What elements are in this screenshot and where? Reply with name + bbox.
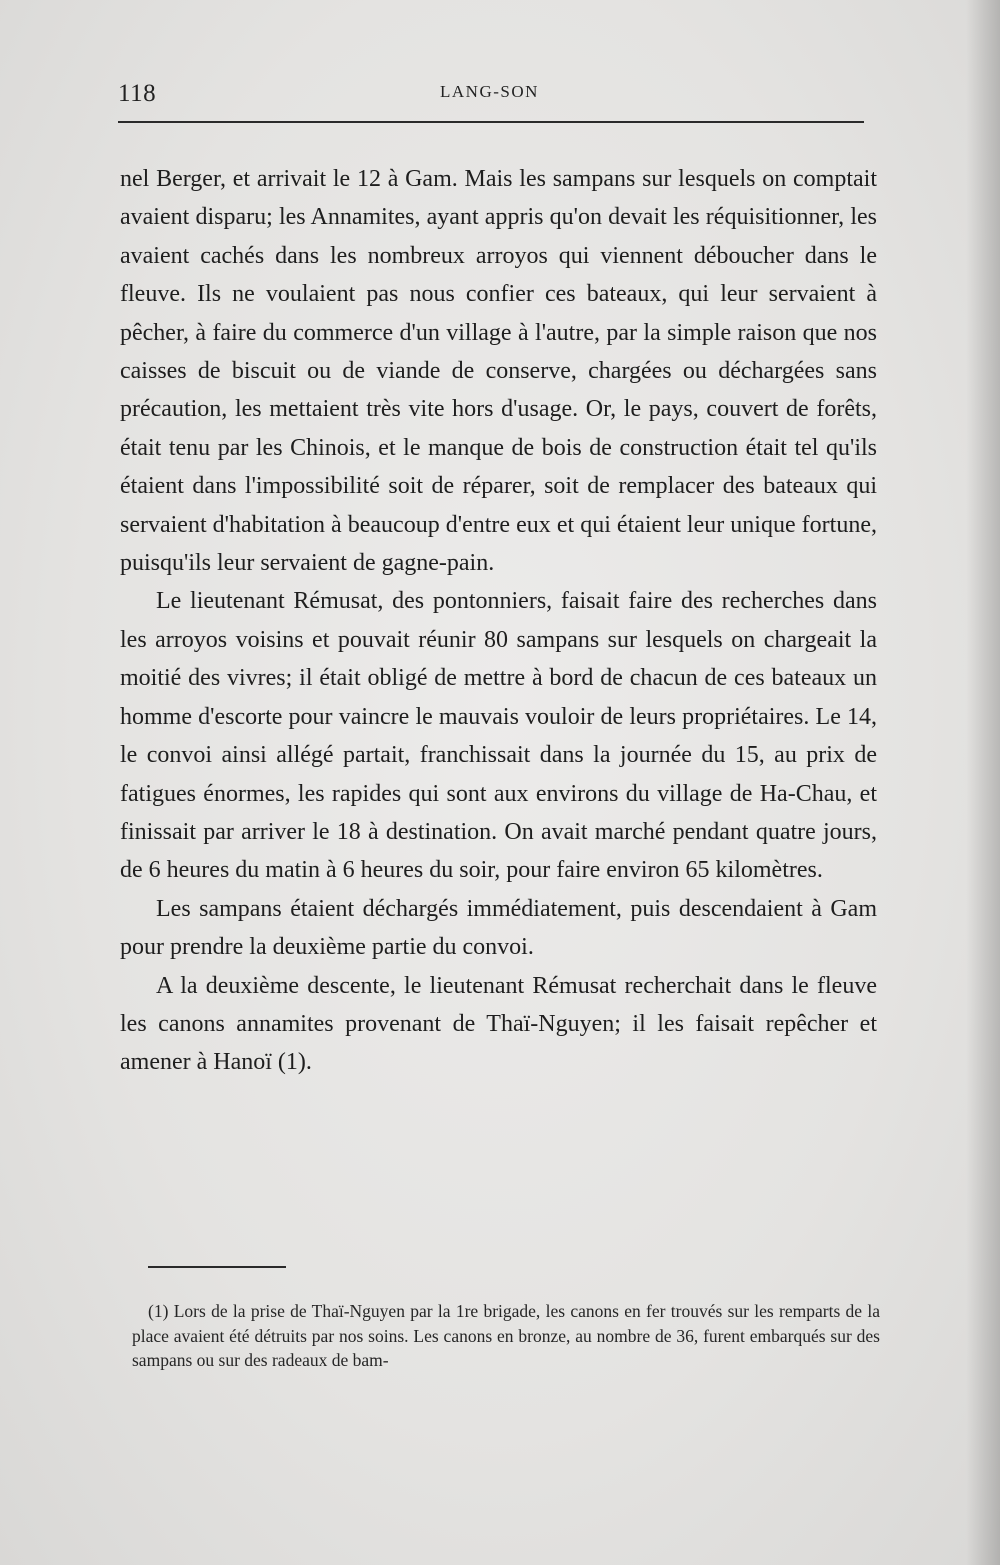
paragraph-remusat-search: Le lieutenant Rémusat, des pontonniers, faisait faire des recherches dans les arroyos voisins et pouvait réunir 80 sampans sur lesquels on chargeait la moitié des vivres; il était obligé de mettre à bord de chacun de ces bateaux un homme d'escorte pour vaincre le mauvais vouloir de leurs propriétaires. Le 14, le convoi ainsi allégé partait, franchissait dans la journée du 15, au prix de fatigues énormes, les rapides qui sont aux environs du village de Ha-Chau, et finissait par arriver le 18 à destination. On avait marché pendant quatre jours, de 6 heures du matin à 6 heures du soir, pour faire environ 65 kilomètres. xyxy=(120,588,877,884)
page-number: 118 xyxy=(118,80,157,107)
paragraph-sampans-unloaded: Les sampans étaient déchargés immédiatement, puis descendaient à Gam pour prendre la deuxième partie du convoi. xyxy=(120,895,877,961)
running-title: LANG-SON xyxy=(440,82,539,101)
paragraph-second-descent: A la deuxième descente, le lieutenant Rémusat recherchait dans le fleuve les canons annamites provenant de Thaï-Nguyen; il les faisait repêcher et amener à Hanoï (1). xyxy=(120,972,877,1076)
page-gutter-shadow xyxy=(966,0,1000,1565)
footnote-rule xyxy=(148,1266,286,1268)
paragraph-continued: nel Berger, et arrivait le 12 à Gam. Mais les sampans sur lesquels on comptait avaient disparu; les Annamites, ayant appris qu'on devait les réquisitionner, les avaient cachés dans les nombreux arroyos qui viennent déboucher dans le fleuve. Ils ne voulaient pas nous confier ces bateaux, qui leur servaient à pêcher, à faire du commerce d'un village à l'autre, par la simple raison que nos caisses de biscuit ou de viande de conserve, chargées ou déchargées sans précaution, les mettaient très vite hors d'usage. Or, le pays, couvert de forêts, était tenu par les Chinois, et le manque de bois de construction était tel qu'ils étaient dans l'impossibilité soit de réparer, soit de remplacer des bateaux qui servaient d'habitation à beaucoup d'entre eux et qui étaient leur unique fortune, puisqu'ils leur servaient de gagne-pain. xyxy=(120,166,877,577)
header-rule xyxy=(118,121,864,123)
footnote: (1) Lors de la prise de Thaï-Nguyen par la 1re brigade, les canons en fer trouvés sur les remparts de la place avaient été détruits par nos soins. Les canons en bronze, au nombre de 36, furent embarqués sur des sampans ou sur des radeaux de bam- xyxy=(132,1301,880,1370)
body-text xyxy=(120,160,877,1082)
